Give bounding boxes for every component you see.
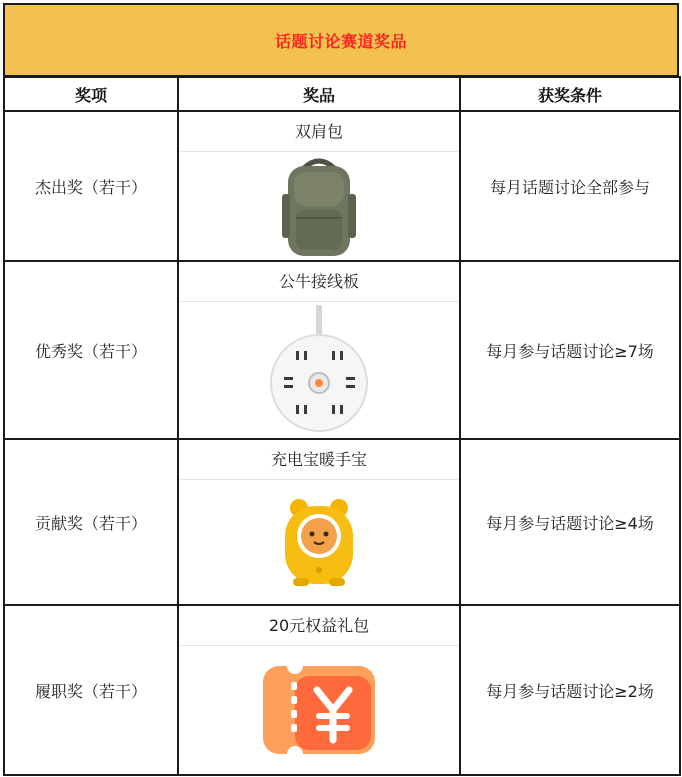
prize-name: 20元权益礼包	[179, 607, 459, 646]
header-condition: 获奖条件	[460, 77, 680, 111]
prize-name: 双肩包	[179, 113, 459, 152]
prize-cell	[178, 261, 460, 439]
hand-warmer-image	[179, 480, 459, 604]
condition-cell: 每月话题讨论全部参与	[460, 111, 680, 261]
prize-name: 充电宝暖手宝	[179, 441, 459, 480]
page-title: 话题讨论赛道奖品	[274, 31, 407, 51]
award-cell: 杰出奖（若干）	[4, 111, 178, 261]
table-header-row	[4, 77, 680, 111]
prize-cell	[178, 439, 460, 605]
award-cell: 优秀奖（若干）	[4, 261, 178, 439]
coupon-image	[179, 646, 459, 774]
power-strip-image	[179, 302, 459, 438]
prize-table	[3, 76, 681, 776]
condition-cell: 每月参与话题讨论≥7场	[460, 261, 680, 439]
header-award: 奖项	[4, 77, 178, 111]
title-bar	[3, 3, 679, 77]
award-cell: 履职奖（若干）	[4, 605, 178, 775]
table-row	[4, 111, 680, 261]
award-cell: 贡献奖（若干）	[4, 439, 178, 605]
condition-cell: 每月参与话题讨论≥2场	[460, 605, 680, 775]
prize-cell	[178, 111, 460, 261]
prize-name: 公牛接线板	[179, 263, 459, 302]
table-row	[4, 605, 680, 775]
condition-cell: 每月参与话题讨论≥4场	[460, 439, 680, 605]
backpack-image	[179, 152, 459, 260]
table-row	[4, 439, 680, 605]
table-row	[4, 261, 680, 439]
header-prize: 奖品	[178, 77, 460, 111]
prize-cell	[178, 605, 460, 775]
